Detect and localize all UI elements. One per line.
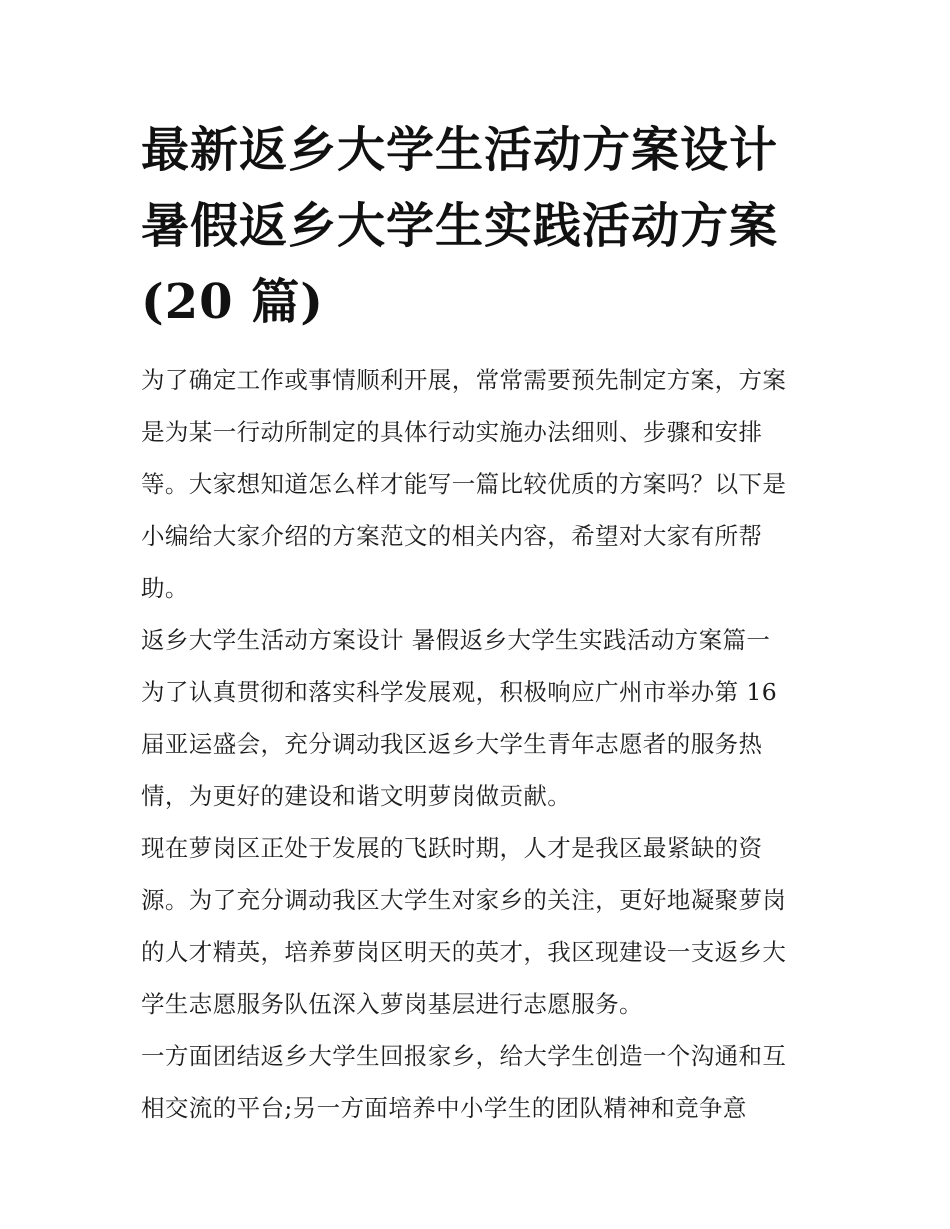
text-line: 返乡大学生活动方案设计 暑假返乡大学生实践活动方案篇一: [141, 626, 771, 654]
text-line: 的人才精英，培养萝岗区明天的英才，我区现建设一支返乡大: [141, 938, 787, 966]
document-title: [141, 112, 820, 340]
title-line-2: 暑假返乡大学生实践活动方案: [141, 198, 779, 254]
text-line: 学生志愿服务队伍深入萝岗基层进行志愿服务。: [141, 990, 643, 1018]
text-line: 情，为更好的建设和谐文明萝岗做贡献。: [141, 782, 572, 810]
text-line: 为了确定工作或事情顺利开展，常常需要预先制定方案，方案: [141, 366, 787, 394]
text-line: 助。: [141, 574, 189, 602]
body-paragraph-1: [141, 666, 820, 822]
text-line: 现在萝岗区正处于发展的飞跃时期，人才是我区最紧缺的资: [141, 834, 763, 862]
text-line: 一方面团结返乡大学生回报家乡，给大学生创造一个沟通和互: [141, 1042, 787, 1070]
text-line: 等。大家想知道怎么样才能写一篇比较优质的方案吗？以下是: [141, 470, 787, 498]
document-body: [141, 354, 820, 1134]
text-line: 届亚运盛会，充分调动我区返乡大学生青年志愿者的服务热: [141, 730, 763, 758]
body-paragraph-3: [141, 1030, 820, 1134]
intro-paragraph: [141, 354, 820, 614]
text-line: 相交流的平台;另一方面培养中小学生的团队精神和竞争意: [141, 1094, 747, 1122]
text-line: 是为某一行动所制定的具体行动实施办法细则、步骤和安排: [141, 418, 763, 446]
body-paragraph-2: [141, 822, 820, 1030]
title-line-3: (20 篇): [141, 274, 324, 330]
text-line: 为了认真贯彻和落实科学发展观，积极响应广州市举办第 16: [141, 678, 778, 706]
text-line: 小编给大家介绍的方案范文的相关内容，希望对大家有所帮: [141, 522, 763, 550]
section-heading-paragraph: [141, 614, 820, 666]
text-line: 源。为了充分调动我区大学生对家乡的关注，更好地凝聚萝岗: [141, 886, 787, 914]
title-line-1: 最新返乡大学生活动方案设计: [141, 122, 779, 178]
